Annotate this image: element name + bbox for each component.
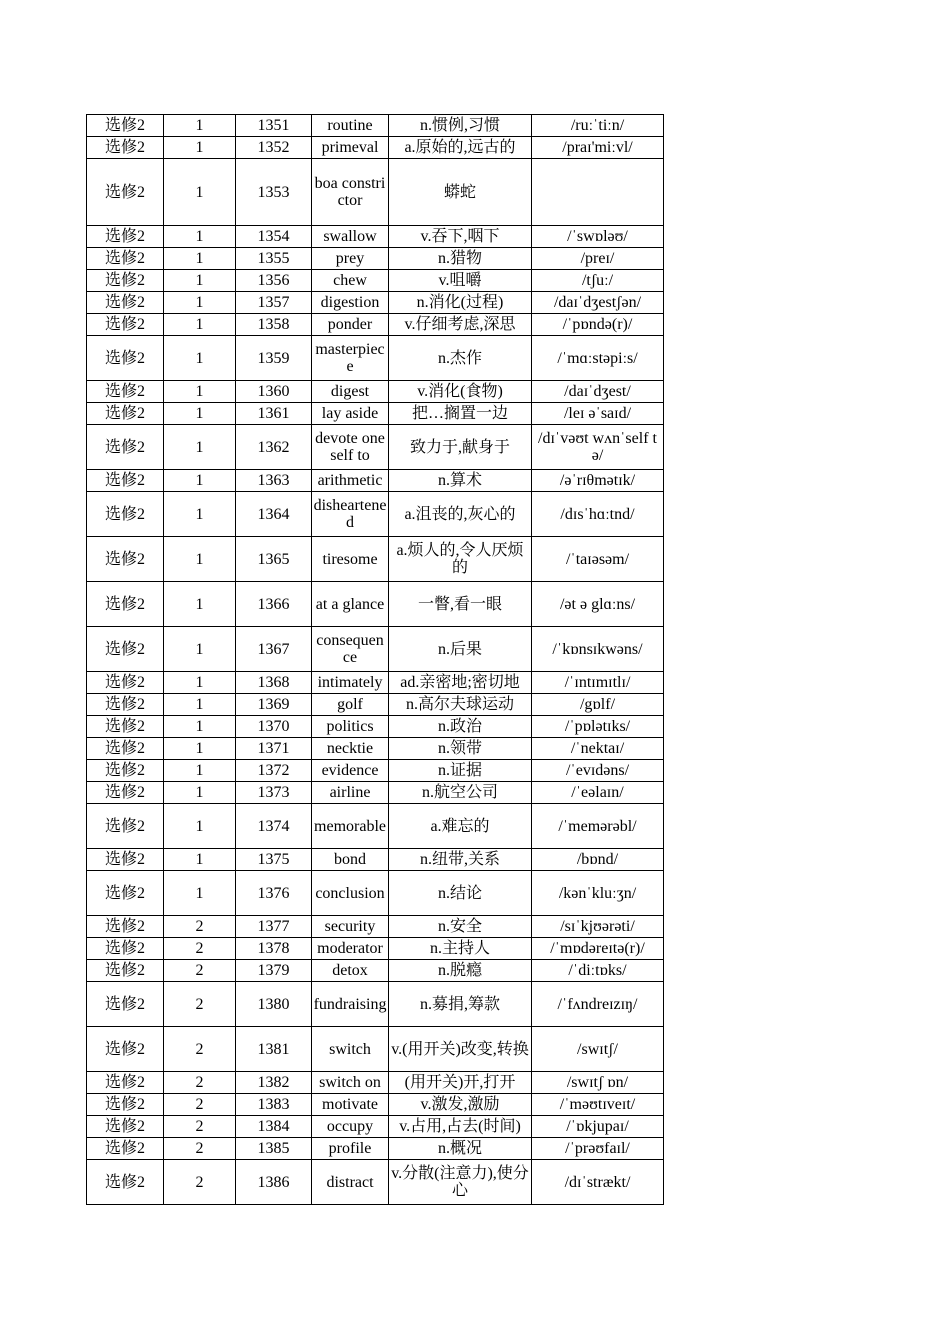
- phonetic-cell: /ˈprəʊfaɪl/: [532, 1138, 664, 1160]
- number-cell: 1363: [236, 470, 312, 492]
- word-cell: detox: [312, 960, 389, 982]
- table-row: [87, 916, 664, 938]
- phonetic-cell: /praɪ'miːvl/: [532, 137, 664, 159]
- meaning-cell: n.后果: [389, 627, 532, 672]
- number-cell: 1359: [236, 336, 312, 381]
- table-row: [87, 115, 664, 137]
- number-cell: 1369: [236, 694, 312, 716]
- number-cell: 1372: [236, 760, 312, 782]
- book-cell: 选修2: [87, 492, 164, 537]
- word-cell: ponder: [312, 314, 389, 336]
- table-row: [87, 804, 664, 849]
- table-row: [87, 314, 664, 336]
- unit-cell: 1: [164, 782, 236, 804]
- book-cell: 选修2: [87, 1160, 164, 1205]
- unit-cell: 1: [164, 115, 236, 137]
- table-row: [87, 425, 664, 470]
- meaning-cell: n.杰作: [389, 336, 532, 381]
- unit-cell: 1: [164, 871, 236, 916]
- unit-cell: 1: [164, 804, 236, 849]
- meaning-cell: v.消化(食物): [389, 381, 532, 403]
- table-row: [87, 627, 664, 672]
- word-cell: politics: [312, 716, 389, 738]
- number-cell: 1360: [236, 381, 312, 403]
- unit-cell: 1: [164, 627, 236, 672]
- meaning-cell: n.猎物: [389, 248, 532, 270]
- book-cell: 选修2: [87, 336, 164, 381]
- book-cell: 选修2: [87, 403, 164, 425]
- phonetic-cell: /swɪtʃ ɒn/: [532, 1072, 664, 1094]
- word-cell: switch on: [312, 1072, 389, 1094]
- word-cell: primeval: [312, 137, 389, 159]
- phonetic-cell: /ˈkɒnsɪkwəns/: [532, 627, 664, 672]
- phonetic-cell: /preɪ/: [532, 248, 664, 270]
- meaning-cell: v.分散(注意力),使分心: [389, 1160, 532, 1205]
- meaning-cell: 致力于,献身于: [389, 425, 532, 470]
- phonetic-cell: /ˈmɒdəreɪtə(r)/: [532, 938, 664, 960]
- phonetic-cell: /tʃuː/: [532, 270, 664, 292]
- unit-cell: 1: [164, 403, 236, 425]
- phonetic-cell: /ruːˈtiːn/: [532, 115, 664, 137]
- book-cell: 选修2: [87, 849, 164, 871]
- word-cell: occupy: [312, 1116, 389, 1138]
- unit-cell: 1: [164, 537, 236, 582]
- meaning-cell: n.政治: [389, 716, 532, 738]
- book-cell: 选修2: [87, 804, 164, 849]
- number-cell: 1364: [236, 492, 312, 537]
- book-cell: 选修2: [87, 425, 164, 470]
- table-row: [87, 336, 664, 381]
- meaning-cell: n.领带: [389, 738, 532, 760]
- phonetic-cell: /ˈmɑːstəpiːs/: [532, 336, 664, 381]
- vocabulary-table-body: [87, 115, 664, 1205]
- word-cell: switch: [312, 1027, 389, 1072]
- table-row: [87, 381, 664, 403]
- meaning-cell: n.证据: [389, 760, 532, 782]
- book-cell: 选修2: [87, 982, 164, 1027]
- word-cell: chew: [312, 270, 389, 292]
- meaning-cell: n.高尔夫球运动: [389, 694, 532, 716]
- meaning-cell: n.算术: [389, 470, 532, 492]
- book-cell: 选修2: [87, 582, 164, 627]
- number-cell: 1367: [236, 627, 312, 672]
- number-cell: 1371: [236, 738, 312, 760]
- table-row: [87, 1027, 664, 1072]
- unit-cell: 1: [164, 248, 236, 270]
- phonetic-cell: /ˈɒkjupaɪ/: [532, 1116, 664, 1138]
- word-cell: swallow: [312, 226, 389, 248]
- table-row: [87, 960, 664, 982]
- unit-cell: 1: [164, 738, 236, 760]
- word-cell: routine: [312, 115, 389, 137]
- unit-cell: 1: [164, 582, 236, 627]
- number-cell: 1381: [236, 1027, 312, 1072]
- unit-cell: 2: [164, 1116, 236, 1138]
- table-row: [87, 1094, 664, 1116]
- unit-cell: 1: [164, 314, 236, 336]
- book-cell: 选修2: [87, 292, 164, 314]
- unit-cell: 1: [164, 425, 236, 470]
- word-cell: airline: [312, 782, 389, 804]
- book-cell: 选修2: [87, 270, 164, 292]
- table-row: [87, 248, 664, 270]
- table-row: [87, 871, 664, 916]
- phonetic-cell: /dɪˈvəʊt wʌnˈself tə/: [532, 425, 664, 470]
- number-cell: 1356: [236, 270, 312, 292]
- phonetic-cell: /dɪsˈhɑːtnd/: [532, 492, 664, 537]
- word-cell: arithmetic: [312, 470, 389, 492]
- phonetic-cell: /gɒlf/: [532, 694, 664, 716]
- table-row: [87, 492, 664, 537]
- book-cell: 选修2: [87, 916, 164, 938]
- book-cell: 选修2: [87, 960, 164, 982]
- number-cell: 1376: [236, 871, 312, 916]
- unit-cell: 1: [164, 760, 236, 782]
- book-cell: 选修2: [87, 938, 164, 960]
- number-cell: 1377: [236, 916, 312, 938]
- meaning-cell: 一瞥,看一眼: [389, 582, 532, 627]
- table-row: [87, 403, 664, 425]
- meaning-cell: 把…搁置一边: [389, 403, 532, 425]
- word-cell: fundraising: [312, 982, 389, 1027]
- table-row: [87, 672, 664, 694]
- book-cell: 选修2: [87, 1027, 164, 1072]
- word-cell: security: [312, 916, 389, 938]
- number-cell: 1365: [236, 537, 312, 582]
- unit-cell: 1: [164, 470, 236, 492]
- number-cell: 1361: [236, 403, 312, 425]
- word-cell: golf: [312, 694, 389, 716]
- number-cell: 1362: [236, 425, 312, 470]
- table-row: [87, 137, 664, 159]
- word-cell: digestion: [312, 292, 389, 314]
- table-row: [87, 982, 664, 1027]
- unit-cell: 2: [164, 1138, 236, 1160]
- meaning-cell: v.吞下,咽下: [389, 226, 532, 248]
- meaning-cell: n.航空公司: [389, 782, 532, 804]
- table-row: [87, 1160, 664, 1205]
- unit-cell: 1: [164, 716, 236, 738]
- phonetic-cell: /dɪˈstrækt/: [532, 1160, 664, 1205]
- book-cell: 选修2: [87, 1138, 164, 1160]
- phonetic-cell: /ˈɪntɪmɪtlɪ/: [532, 672, 664, 694]
- book-cell: 选修2: [87, 137, 164, 159]
- table-row: [87, 292, 664, 314]
- meaning-cell: n.安全: [389, 916, 532, 938]
- meaning-cell: v.仔细考虑,深思: [389, 314, 532, 336]
- book-cell: 选修2: [87, 537, 164, 582]
- unit-cell: 1: [164, 849, 236, 871]
- meaning-cell: n.消化(过程): [389, 292, 532, 314]
- meaning-cell: (用开关)开,打开: [389, 1072, 532, 1094]
- unit-cell: 1: [164, 137, 236, 159]
- meaning-cell: a.烦人的,令人厌烦的: [389, 537, 532, 582]
- phonetic-cell: /ˈfʌndreɪzɪŋ/: [532, 982, 664, 1027]
- word-cell: lay aside: [312, 403, 389, 425]
- word-cell: at a glance: [312, 582, 389, 627]
- word-cell: digest: [312, 381, 389, 403]
- number-cell: 1358: [236, 314, 312, 336]
- word-cell: disheartened: [312, 492, 389, 537]
- table-row: [87, 270, 664, 292]
- meaning-cell: n.脱瘾: [389, 960, 532, 982]
- table-row: [87, 1138, 664, 1160]
- meaning-cell: ad.亲密地;密切地: [389, 672, 532, 694]
- table-row: [87, 716, 664, 738]
- meaning-cell: a.难忘的: [389, 804, 532, 849]
- table-row: [87, 537, 664, 582]
- meaning-cell: n.结论: [389, 871, 532, 916]
- book-cell: 选修2: [87, 694, 164, 716]
- number-cell: 1353: [236, 159, 312, 226]
- phonetic-cell: /daɪˈdʒest/: [532, 381, 664, 403]
- book-cell: 选修2: [87, 1072, 164, 1094]
- word-cell: masterpiece: [312, 336, 389, 381]
- unit-cell: 2: [164, 1027, 236, 1072]
- number-cell: 1384: [236, 1116, 312, 1138]
- word-cell: intimately: [312, 672, 389, 694]
- word-cell: boa constrictor: [312, 159, 389, 226]
- meaning-cell: a.沮丧的,灰心的: [389, 492, 532, 537]
- unit-cell: 2: [164, 1094, 236, 1116]
- unit-cell: 1: [164, 672, 236, 694]
- book-cell: 选修2: [87, 470, 164, 492]
- word-cell: tiresome: [312, 537, 389, 582]
- word-cell: distract: [312, 1160, 389, 1205]
- book-cell: 选修2: [87, 782, 164, 804]
- number-cell: 1368: [236, 672, 312, 694]
- phonetic-cell: /ˈeəlaɪn/: [532, 782, 664, 804]
- meaning-cell: a.原始的,远古的: [389, 137, 532, 159]
- meaning-cell: v.占用,占去(时间): [389, 1116, 532, 1138]
- meaning-cell: n.概况: [389, 1138, 532, 1160]
- table-row: [87, 470, 664, 492]
- table-row: [87, 694, 664, 716]
- unit-cell: 1: [164, 159, 236, 226]
- meaning-cell: v.咀嚼: [389, 270, 532, 292]
- phonetic-cell: /ˈevɪdəns/: [532, 760, 664, 782]
- book-cell: 选修2: [87, 716, 164, 738]
- meaning-cell: n.纽带,关系: [389, 849, 532, 871]
- number-cell: 1374: [236, 804, 312, 849]
- phonetic-cell: /ˈnektaɪ/: [532, 738, 664, 760]
- book-cell: 选修2: [87, 115, 164, 137]
- book-cell: 选修2: [87, 381, 164, 403]
- word-cell: devote oneself to: [312, 425, 389, 470]
- book-cell: 选修2: [87, 314, 164, 336]
- word-cell: profile: [312, 1138, 389, 1160]
- unit-cell: 2: [164, 1160, 236, 1205]
- number-cell: 1357: [236, 292, 312, 314]
- number-cell: 1366: [236, 582, 312, 627]
- unit-cell: 1: [164, 226, 236, 248]
- meaning-cell: v.激发,激励: [389, 1094, 532, 1116]
- phonetic-cell: /kənˈkluːʒn/: [532, 871, 664, 916]
- unit-cell: 1: [164, 270, 236, 292]
- number-cell: 1375: [236, 849, 312, 871]
- phonetic-cell: /ˈdiːtɒks/: [532, 960, 664, 982]
- word-cell: motivate: [312, 1094, 389, 1116]
- unit-cell: 1: [164, 292, 236, 314]
- unit-cell: 2: [164, 1072, 236, 1094]
- table-row: [87, 849, 664, 871]
- unit-cell: 2: [164, 938, 236, 960]
- number-cell: 1383: [236, 1094, 312, 1116]
- meaning-cell: 蟒蛇: [389, 159, 532, 226]
- book-cell: 选修2: [87, 738, 164, 760]
- phonetic-cell: /ˈmemərəbl/: [532, 804, 664, 849]
- number-cell: 1379: [236, 960, 312, 982]
- word-cell: moderator: [312, 938, 389, 960]
- number-cell: 1355: [236, 248, 312, 270]
- book-cell: 选修2: [87, 672, 164, 694]
- phonetic-cell: /ət ə glɑːns/: [532, 582, 664, 627]
- unit-cell: 2: [164, 960, 236, 982]
- unit-cell: 1: [164, 381, 236, 403]
- table-row: [87, 782, 664, 804]
- number-cell: 1351: [236, 115, 312, 137]
- unit-cell: 2: [164, 916, 236, 938]
- vocabulary-table: [86, 114, 664, 1205]
- number-cell: 1373: [236, 782, 312, 804]
- word-cell: evidence: [312, 760, 389, 782]
- number-cell: 1382: [236, 1072, 312, 1094]
- book-cell: 选修2: [87, 1094, 164, 1116]
- word-cell: bond: [312, 849, 389, 871]
- phonetic-cell: /əˈrɪθmətɪk/: [532, 470, 664, 492]
- book-cell: 选修2: [87, 226, 164, 248]
- number-cell: 1352: [236, 137, 312, 159]
- phonetic-cell: /ˈswɒləʊ/: [532, 226, 664, 248]
- table-row: [87, 1116, 664, 1138]
- table-row: [87, 226, 664, 248]
- number-cell: 1380: [236, 982, 312, 1027]
- meaning-cell: n.惯例,习惯: [389, 115, 532, 137]
- table-row: [87, 760, 664, 782]
- book-cell: 选修2: [87, 248, 164, 270]
- book-cell: 选修2: [87, 1116, 164, 1138]
- book-cell: 选修2: [87, 159, 164, 226]
- table-row: [87, 738, 664, 760]
- phonetic-cell: /ˈtaɪəsəm/: [532, 537, 664, 582]
- word-cell: necktie: [312, 738, 389, 760]
- number-cell: 1386: [236, 1160, 312, 1205]
- word-cell: consequence: [312, 627, 389, 672]
- table-row: [87, 159, 664, 226]
- number-cell: 1378: [236, 938, 312, 960]
- book-cell: 选修2: [87, 627, 164, 672]
- table-row: [87, 1072, 664, 1094]
- table-row: [87, 938, 664, 960]
- phonetic-cell: [532, 159, 664, 226]
- word-cell: prey: [312, 248, 389, 270]
- book-cell: 选修2: [87, 760, 164, 782]
- phonetic-cell: /daɪˈdʒestʃən/: [532, 292, 664, 314]
- number-cell: 1370: [236, 716, 312, 738]
- number-cell: 1354: [236, 226, 312, 248]
- unit-cell: 1: [164, 336, 236, 381]
- meaning-cell: n.主持人: [389, 938, 532, 960]
- word-cell: memorable: [312, 804, 389, 849]
- phonetic-cell: /sɪˈkjʊərəti/: [532, 916, 664, 938]
- word-cell: conclusion: [312, 871, 389, 916]
- phonetic-cell: /leɪ əˈsaɪd/: [532, 403, 664, 425]
- number-cell: 1385: [236, 1138, 312, 1160]
- book-cell: 选修2: [87, 871, 164, 916]
- unit-cell: 2: [164, 982, 236, 1027]
- meaning-cell: v.(用开关)改变,转换: [389, 1027, 532, 1072]
- phonetic-cell: /ˈpɒlətɪks/: [532, 716, 664, 738]
- phonetic-cell: /ˈməʊtɪveɪt/: [532, 1094, 664, 1116]
- unit-cell: 1: [164, 694, 236, 716]
- phonetic-cell: /bɒnd/: [532, 849, 664, 871]
- unit-cell: 1: [164, 492, 236, 537]
- phonetic-cell: /swɪtʃ/: [532, 1027, 664, 1072]
- table-row: [87, 582, 664, 627]
- meaning-cell: n.募捐,筹款: [389, 982, 532, 1027]
- phonetic-cell: /ˈpɒndə(r)/: [532, 314, 664, 336]
